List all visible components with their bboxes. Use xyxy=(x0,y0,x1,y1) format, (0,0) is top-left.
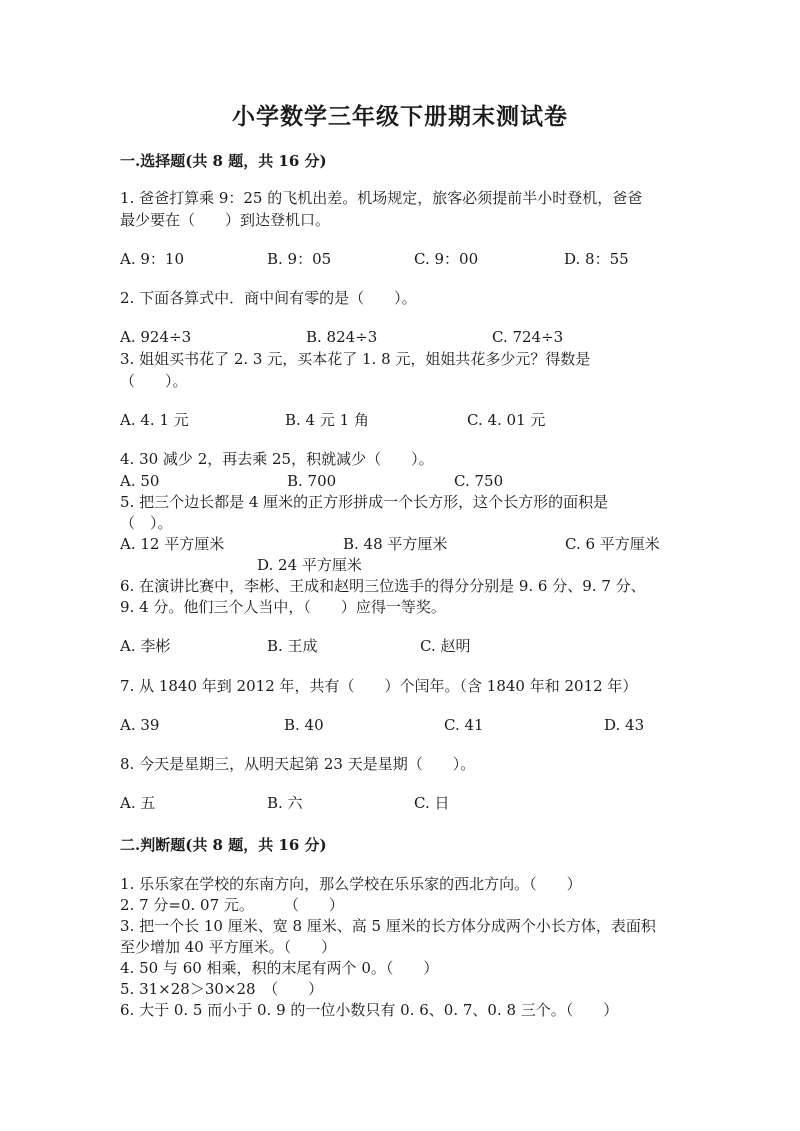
section-heading-choice: 一.选择题(共 8 题，共 16 分) xyxy=(120,152,327,170)
option-a: A. 李彬 xyxy=(120,637,171,655)
statement-item: 4. 50 与 60 相乘，积的末尾有两个 0。（ ） xyxy=(120,959,439,977)
option-a: A. 50 xyxy=(120,472,160,490)
option-c: C. 日 xyxy=(414,794,450,812)
option-d: D. 24 平方厘米 xyxy=(257,556,362,574)
section-heading-judgement: 二.判断题(共 8 题，共 16 分) xyxy=(120,836,327,854)
option-a: A. 五 xyxy=(120,794,156,812)
option-c: C. 6 平方厘米 xyxy=(565,535,660,553)
option-b: B. 9：05 xyxy=(267,250,332,268)
statement-item: 1. 乐乐家在学校的东南方向，那么学校在乐乐家的西北方向。（ ） xyxy=(120,875,582,893)
option-d: D. 8：55 xyxy=(564,250,629,268)
question-text: （ ）。 xyxy=(120,372,188,390)
option-c: C. 724÷3 xyxy=(492,328,564,346)
option-b: B. 40 xyxy=(284,716,324,734)
statement-item: 2. 7 分=0. 07 元。 （ ） xyxy=(120,896,344,914)
question-text: 4. 30 减少 2，再去乘 25，积就减少（ ）。 xyxy=(120,450,434,468)
option-c: C. 4. 01 元 xyxy=(467,411,546,429)
option-a: A. 924÷3 xyxy=(120,328,192,346)
option-b: B. 700 xyxy=(287,472,337,490)
option-b: B. 王成 xyxy=(267,637,318,655)
question-text: 1. 爸爸打算乘 9：25 的飞机出差。机场规定，旅客必须提前半小时登机，爸爸 xyxy=(120,189,643,207)
page-title: 小学数学三年级下册期末测试卷 xyxy=(232,103,568,130)
statement-item: 至少增加 40 平方厘米。（ ） xyxy=(120,938,337,956)
question-text: （ ）。 xyxy=(120,514,173,532)
option-b: B. 4 元 1 角 xyxy=(285,411,369,429)
option-d: D. 43 xyxy=(604,716,645,734)
option-a: A. 4. 1 元 xyxy=(120,411,189,429)
option-a: A. 12 平方厘米 xyxy=(120,535,225,553)
question-text: 9. 4 分。他们三个人当中，（ ）应得一等奖。 xyxy=(120,598,446,616)
question-text: 8. 今天是星期三，从明天起第 23 天是星期（ ）。 xyxy=(120,755,476,773)
question-text: 3. 姐姐买书花了 2. 3 元，买本花了 1. 8 元，姐姐共花多少元？得数是 xyxy=(120,350,591,368)
statement-item: 5. 31×28＞30×28 （ ） xyxy=(120,980,324,998)
option-b: B. 48 平方厘米 xyxy=(343,535,448,553)
question-text: 7. 从 1840 年到 2012 年，共有（ ）个闰年。（含 1840 年和 2012 年） xyxy=(120,677,638,695)
question-text: 5. 把三个边长都是 4 厘米的正方形拼成一个长方形，这个长方形的面积是 xyxy=(120,493,609,511)
option-c: C. 9：00 xyxy=(414,250,479,268)
statement-item: 3. 把一个长 10 厘米、宽 8 厘米、高 5 厘米的长方体分成两个小长方体，表面积 xyxy=(120,917,656,935)
option-c: C. 750 xyxy=(454,472,504,490)
option-b: B. 824÷3 xyxy=(306,328,378,346)
option-c: C. 41 xyxy=(444,716,484,734)
option-a: A. 9：10 xyxy=(120,250,184,268)
option-a: A. 39 xyxy=(120,716,160,734)
question-text: 2. 下面各算式中．商中间有零的是（ ）。 xyxy=(120,289,417,307)
option-c: C. 赵明 xyxy=(420,637,471,655)
question-text: 6. 在演讲比赛中，李彬、王成和赵明三位选手的得分分别是 9. 6 分、9. 7 分、 xyxy=(120,577,646,595)
statement-item: 6. 大于 0. 5 而小于 0. 9 的一位小数只有 0. 6、0. 7、0. 8 三个。（ ） xyxy=(120,1001,619,1019)
option-b: B. 六 xyxy=(267,794,303,812)
question-text: 最少要在（ ）到达登机口。 xyxy=(120,211,331,229)
